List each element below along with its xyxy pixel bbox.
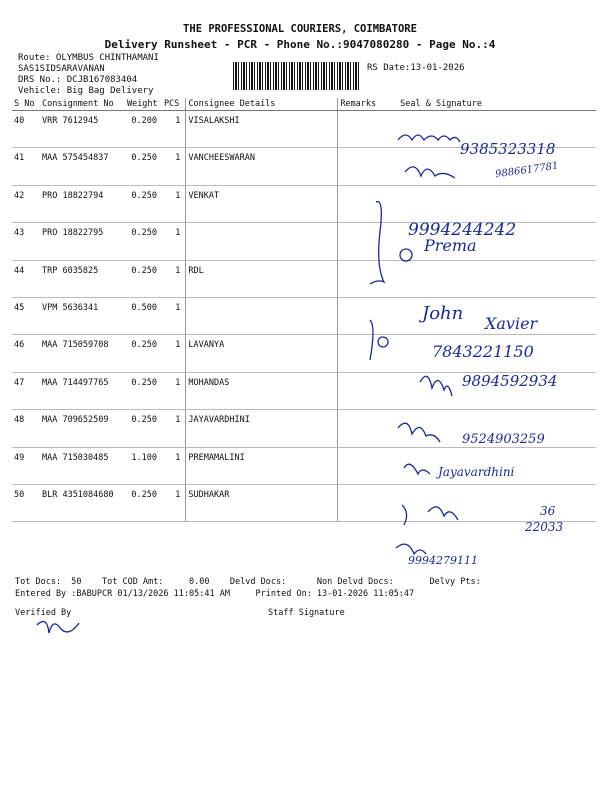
cell-consignment: VPM 5636341 [40, 297, 125, 334]
entered-by-line: Entered By :BABUPCR 01/13/2026 11:05:41 AM Printed On: 13-01-2026 11:05:47 [15, 589, 415, 599]
cell-weight: 0.250 [125, 260, 162, 297]
cell-sno: 50 [12, 484, 40, 521]
col-sno: S No [12, 98, 40, 111]
cell-sno: 48 [12, 410, 40, 447]
cell-pcs: 1 [162, 484, 186, 521]
vehicle-label: Vehicle: Big Bag Delivery [18, 86, 154, 96]
cell-weight: 0.500 [125, 297, 162, 334]
handwritten-phone: 9894592934 [462, 372, 558, 390]
handwritten-name: Jayavardhini [438, 465, 515, 479]
cell-pcs: 1 [162, 185, 186, 222]
signature-scribble [396, 544, 426, 554]
staff-id: SAS1SIDSARAVANAN [18, 64, 105, 74]
handwritten-phone: 9524903259 [462, 432, 545, 447]
runsheet-subtitle: Delivery Runsheet - PCR - Phone No.:9047080280 - Page No.:4 [104, 38, 496, 51]
cell-consignee: SUDHAKAR [186, 484, 338, 521]
cell-pcs: 1 [162, 410, 186, 447]
handwritten-phone: 7843221150 [432, 342, 534, 361]
signature-scribble [404, 464, 430, 474]
cell-consignment: MAA 715030485 [40, 447, 125, 484]
cell-weight: 0.250 [125, 335, 162, 372]
cell-weight: 0.250 [125, 148, 162, 185]
signature-scribble [420, 376, 452, 396]
cell-weight: 0.200 [125, 111, 162, 148]
cell-weight: 0.250 [125, 223, 162, 260]
cell-consignee: LAVANYA [186, 335, 338, 372]
handwritten-number: 22033 [525, 520, 564, 534]
cell-pcs: 1 [162, 223, 186, 260]
cell-consignment: BLR 4351084680 [40, 484, 125, 521]
col-pcs: PCS [162, 98, 186, 111]
cell-consignment: PRO 18822794 [40, 185, 125, 222]
col-consignee: Consignee Details [186, 98, 338, 111]
cell-weight: 0.250 [125, 410, 162, 447]
verified-by-label: Verified By [15, 608, 72, 618]
company-title: THE PROFESSIONAL COURIERS, COIMBATORE [183, 23, 417, 35]
drs-number: DRS No.: DCJB167083404 [18, 75, 138, 85]
cell-consignment: MAA 715059708 [40, 335, 125, 372]
cell-weight: 1.100 [125, 447, 162, 484]
rs-date: RS Date:13-01-2026 [367, 63, 465, 73]
cell-sno: 42 [12, 185, 40, 222]
cell-weight: 0.250 [125, 484, 162, 521]
cell-weight: 0.250 [125, 372, 162, 409]
circle-mark [378, 337, 388, 347]
cell-sno: 41 [12, 148, 40, 185]
cell-consignee: VANCHEESWARAN [186, 148, 338, 185]
cell-pcs: 1 [162, 297, 186, 334]
cell-consignee: MOHANDAS [186, 372, 338, 409]
cell-consignment: TRP 6035825 [40, 260, 125, 297]
cell-consignment: VRR 7612945 [40, 111, 125, 148]
cell-consignee: VISALAKSHI [186, 111, 338, 148]
bracket-mark [370, 202, 384, 284]
cell-weight: 0.250 [125, 185, 162, 222]
handwritten-phone: 9385323318 [460, 140, 556, 158]
cell-consignment: MAA 709652509 [40, 410, 125, 447]
cell-sno: 44 [12, 260, 40, 297]
handwritten-phone: 9994279111 [408, 554, 478, 567]
cell-consignment: MAA 575454837 [40, 148, 125, 185]
col-consignment: Consignment No [40, 98, 125, 111]
handwritten-phone: 9994244242 [408, 220, 517, 240]
cell-consignment: MAA 714497765 [40, 372, 125, 409]
cell-consignee: VENKAT [186, 185, 338, 222]
totals-line: Tot Docs: 50 Tot COD Amt: 0.00 Delvd Docs: Non Delvd Docs: Delvy Pts: [15, 577, 481, 587]
handwritten-name: John [422, 303, 464, 324]
cell-pcs: 1 [162, 372, 186, 409]
cell-consignment: PRO 18822795 [40, 223, 125, 260]
cell-sno: 45 [12, 297, 40, 334]
cell-sno: 43 [12, 223, 40, 260]
cell-consignee: RDL [186, 260, 338, 297]
staff-signature-label: Staff Signature [268, 608, 345, 618]
signature-scribble [405, 167, 455, 178]
signature-scribble [402, 505, 458, 525]
cell-pcs: 1 [162, 335, 186, 372]
signature-scribble [398, 423, 440, 442]
cell-pcs: 1 [162, 148, 186, 185]
cell-sno: 49 [12, 447, 40, 484]
handwritten-name: Prema [424, 236, 477, 255]
col-remarks: Remarks [338, 98, 378, 111]
cell-sno: 47 [12, 372, 40, 409]
cell-pcs: 1 [162, 447, 186, 484]
verified-signature [37, 621, 79, 633]
col-seal-signature: Seal & Signature [378, 98, 596, 111]
handwritten-name: Xavier [485, 314, 538, 333]
signature-scribble [398, 135, 460, 142]
cell-consignee: PREMAMALINI [186, 447, 338, 484]
cell-sno: 40 [12, 111, 40, 148]
cell-consignee: JAYAVARDHINI [186, 410, 338, 447]
col-weight: Weight [125, 98, 162, 111]
handwritten-number: 36 [540, 504, 556, 518]
cell-sno: 46 [12, 335, 40, 372]
handwritten-phone: 9886617781 [494, 160, 560, 181]
circle-mark [400, 249, 412, 261]
route-label: Route: OLYMBUS CHINTHAMANI [18, 53, 159, 63]
cell-pcs: 1 [162, 260, 186, 297]
bracket-mark [370, 320, 373, 360]
cell-pcs: 1 [162, 111, 186, 148]
